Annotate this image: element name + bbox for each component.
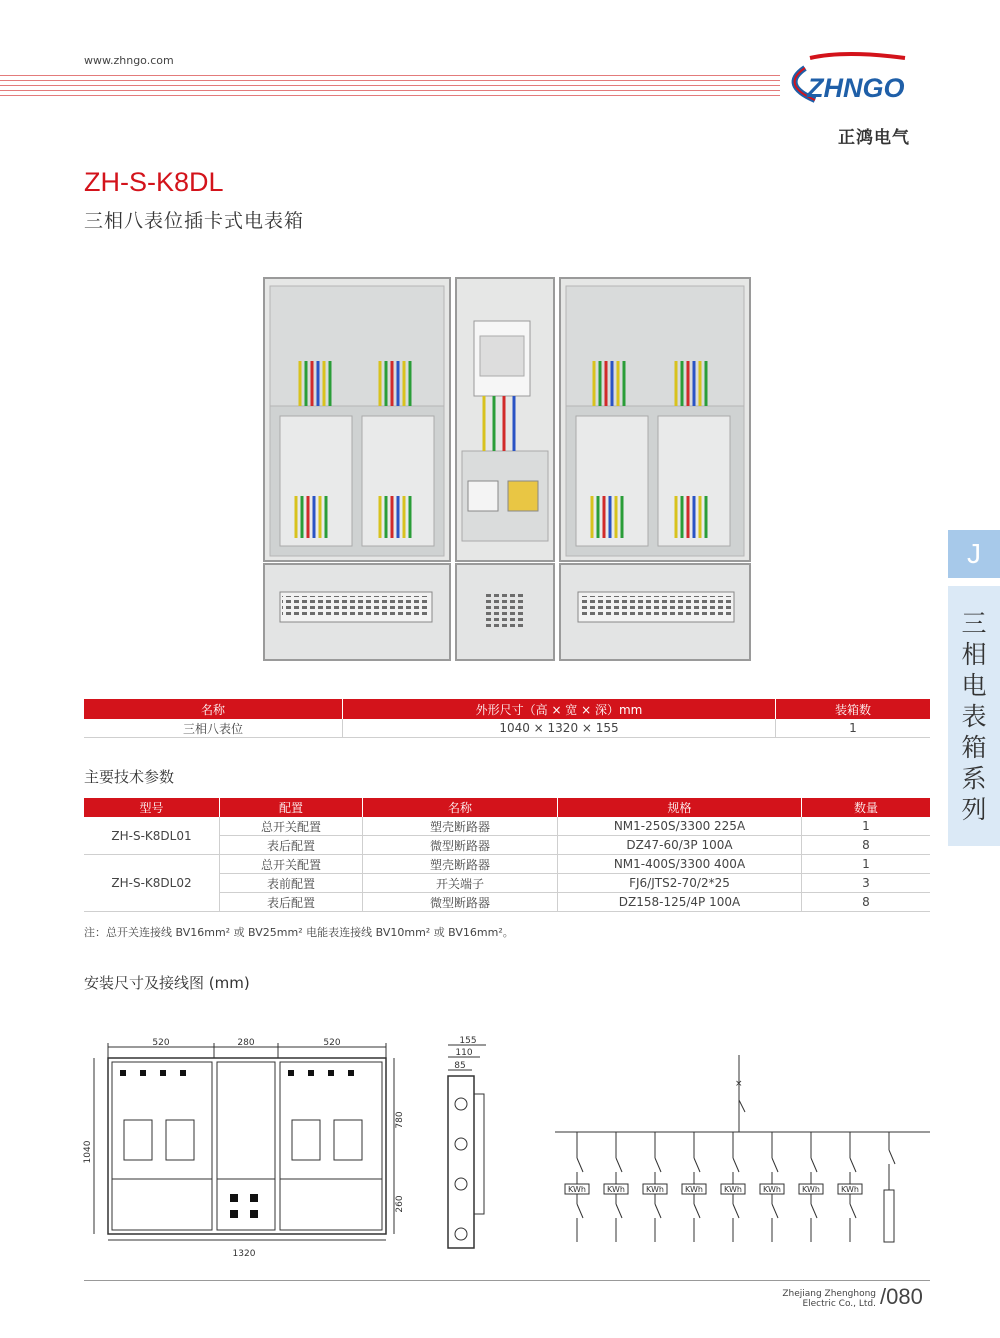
section-tab-title	[948, 586, 1000, 846]
table-cell: 总开关配置	[220, 855, 363, 874]
branch-switch	[850, 1204, 856, 1218]
column-header: 名称	[363, 798, 558, 817]
table-cell: 表后配置	[220, 893, 363, 912]
company-name-line: Electric Co., Ltd.	[802, 1299, 876, 1309]
branch-switch	[811, 1158, 817, 1172]
header-rule	[0, 85, 780, 86]
table-row	[84, 855, 930, 874]
svg-text:280: 280	[237, 1038, 255, 1048]
branch-switch	[733, 1158, 739, 1172]
table-cell: 塑壳断路器	[363, 817, 558, 836]
table-cell: DZ47-60/3P 100A	[558, 836, 802, 855]
column-header: 名称	[84, 700, 343, 720]
svg-text:520: 520	[323, 1038, 341, 1048]
header-rule	[0, 80, 780, 81]
branch-switch	[694, 1204, 700, 1218]
table-cell: 1	[776, 719, 931, 738]
meter-label: KWh	[646, 1185, 664, 1194]
svg-text:1040: 1040	[83, 1140, 93, 1164]
branch-switch	[733, 1204, 739, 1218]
branch-switch	[616, 1158, 622, 1172]
svg-text:110: 110	[455, 1048, 473, 1058]
column-header: 规格	[558, 798, 802, 817]
table-cell: 表前配置	[220, 874, 363, 893]
params-heading: 主要技术参数	[84, 768, 175, 786]
branch-switch	[694, 1158, 700, 1172]
table-cell: 表后配置	[220, 836, 363, 855]
page-number: /080	[880, 1284, 923, 1309]
table-cell: 塑壳断路器	[363, 855, 558, 874]
wiring-diagram	[555, 1050, 930, 1250]
branch-switch	[850, 1158, 856, 1172]
header-rule	[0, 95, 780, 96]
footer-rule	[84, 1280, 930, 1281]
column-header: 型号	[84, 798, 220, 817]
table-cell: 1040 × 1320 × 155	[343, 719, 776, 738]
branch-switch	[655, 1158, 661, 1172]
branch-switch	[577, 1158, 583, 1172]
meter-label: KWh	[568, 1185, 586, 1194]
wiring-note: 注：总开关连接线 BV16mm² 或 BV25mm² 电能表连接线 BV10mm² 或 BV16mm²。	[84, 926, 514, 939]
svg-text:×: ×	[735, 1079, 743, 1089]
drawing-heading: 安装尺寸及接线图 (mm)	[84, 974, 250, 992]
column-header: 数量	[802, 798, 931, 817]
company-logo	[775, 50, 933, 112]
section-tab-letter[interactable]: J	[948, 530, 1000, 578]
svg-text:520: 520	[152, 1038, 170, 1048]
svg-text:85: 85	[454, 1061, 466, 1071]
branch-switch	[577, 1204, 583, 1218]
table-cell: 微型断路器	[363, 836, 558, 855]
front-dimension-drawing	[80, 1034, 416, 1264]
header-rule	[0, 90, 780, 91]
svg-text:780: 780	[395, 1111, 405, 1129]
column-header: 装箱数	[776, 700, 931, 720]
table-row	[84, 719, 930, 738]
table-cell: 8	[802, 836, 931, 855]
header-rule	[0, 75, 780, 76]
terminal-box	[884, 1190, 894, 1242]
table-cell: 1	[802, 855, 931, 874]
branch-switch	[772, 1158, 778, 1172]
column-header: 配置	[220, 798, 363, 817]
table-cell: 3	[802, 874, 931, 893]
meter-label: KWh	[841, 1185, 859, 1194]
svg-text:ZHNGO: ZHNGO	[807, 73, 905, 103]
branch-switch	[655, 1204, 661, 1218]
product-model: ZH-S-K8DL	[84, 167, 224, 197]
side-dimension-drawing	[440, 1034, 496, 1254]
table-cell: DZ158-125/4P 100A	[558, 893, 802, 912]
branch-switch	[889, 1150, 895, 1164]
table-cell: 8	[802, 893, 931, 912]
meter-label: KWh	[763, 1185, 781, 1194]
table-cell: 开关端子	[363, 874, 558, 893]
params-table	[84, 798, 930, 912]
svg-text:260: 260	[395, 1195, 405, 1213]
table-cell: 微型断路器	[363, 893, 558, 912]
product-photo	[262, 276, 754, 662]
meter-label: KWh	[607, 1185, 625, 1194]
summary-table	[84, 699, 930, 738]
product-name: 三相八表位插卡式电表箱	[84, 210, 305, 232]
meter-label: KWh	[724, 1185, 742, 1194]
branch-switch	[772, 1204, 778, 1218]
website-url[interactable]: www.zhngo.com	[84, 54, 174, 67]
table-cell: 总开关配置	[220, 817, 363, 836]
table-cell: FJ6/JTS2-70/2*25	[558, 874, 802, 893]
svg-text:155: 155	[459, 1036, 477, 1046]
model-cell: ZH-S-K8DL01	[84, 817, 220, 855]
table-cell: NM1-250S/3300 225A	[558, 817, 802, 836]
branch-switch	[616, 1204, 622, 1218]
company-name-line: Zhejiang Zhenghong	[782, 1289, 876, 1299]
column-header: 外形尺寸（高 × 宽 × 深）mm	[343, 700, 776, 720]
table-cell: 三相八表位	[84, 719, 343, 738]
model-cell: ZH-S-K8DL02	[84, 855, 220, 912]
table-cell: NM1-400S/3300 400A	[558, 855, 802, 874]
table-cell: 1	[802, 817, 931, 836]
svg-text:1320: 1320	[232, 1249, 256, 1259]
brand-name-cn: 正鸿电气	[838, 128, 910, 148]
meter-label: KWh	[802, 1185, 820, 1194]
company-name	[780, 1289, 876, 1309]
section-tab-title-text: 三相电表箱系列	[961, 609, 987, 824]
meter-label: KWh	[685, 1185, 703, 1194]
table-row	[84, 817, 930, 836]
branch-switch	[811, 1204, 817, 1218]
